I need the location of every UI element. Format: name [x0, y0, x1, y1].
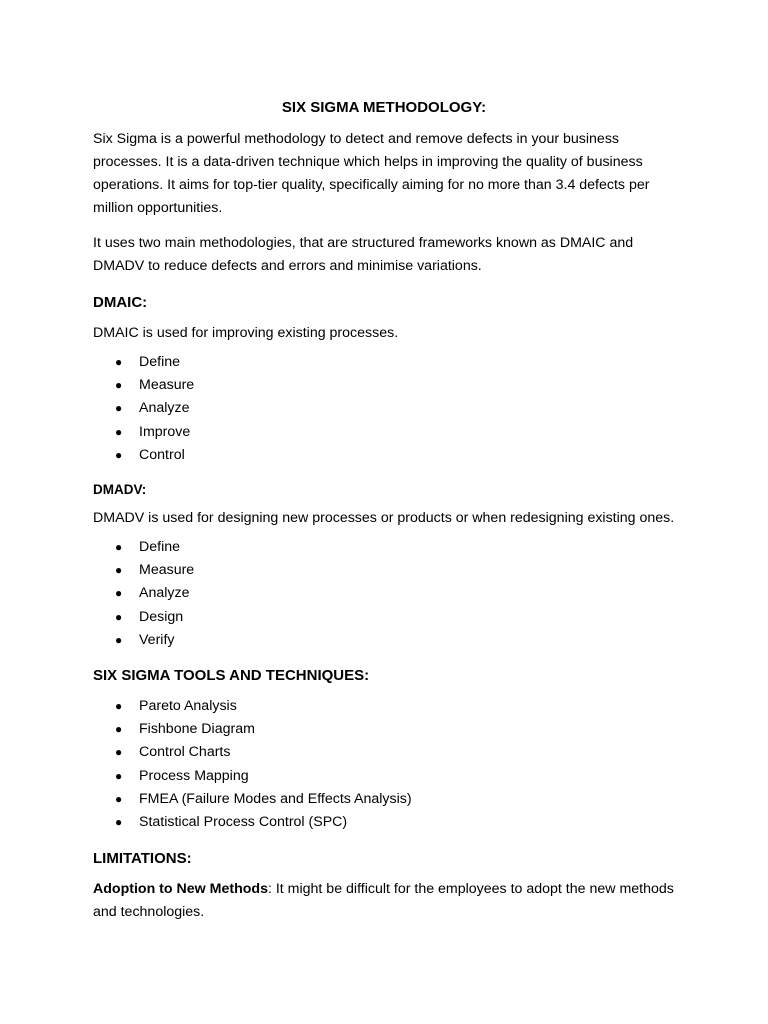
list-item-label: Analyze	[139, 400, 190, 417]
list-item	[115, 559, 194, 582]
list-item-label: Verify	[139, 631, 175, 648]
dmaic-list	[115, 351, 194, 467]
intro-paragraph: Six Sigma is a powerful methodology to detect and remove defects in your business processes. It is a data-driven technique which helps in improving the quality of business operations. It aims for top-tier quality, specifically aiming for no more than 3.4 defects per million opportunities.	[93, 131, 650, 216]
list-item	[115, 374, 194, 397]
list-item	[115, 718, 412, 741]
dmadv-list	[115, 536, 194, 652]
bullet-icon: ●	[115, 745, 123, 760]
bullet-icon: ●	[115, 632, 123, 647]
dmadv-heading: DMADV:	[93, 482, 147, 497]
list-item	[115, 741, 412, 764]
list-item	[115, 351, 194, 374]
list-item-label: Measure	[139, 377, 195, 394]
list-item	[115, 582, 194, 605]
methodologies-paragraph: It uses two main methodologies, that are structured frameworks known as DMAIC and DMADV to reduce defects and errors and minimise variations.	[93, 235, 634, 274]
list-item	[115, 765, 412, 788]
bullet-icon: ●	[115, 768, 123, 783]
list-item	[115, 629, 194, 652]
bullet-icon: ●	[115, 791, 123, 806]
list-item-label: Measure	[139, 562, 195, 579]
list-item-label: Control Charts	[139, 744, 231, 761]
dmaic-heading: DMAIC:	[93, 294, 148, 311]
bullet-icon: ●	[115, 609, 123, 624]
list-item-label: Process Mapping	[139, 767, 249, 784]
list-item	[115, 606, 194, 629]
list-item	[115, 811, 412, 834]
page-title: SIX SIGMA METHODOLOGY:	[281, 99, 487, 116]
bullet-icon: ●	[115, 355, 123, 369]
list-item-label: Control	[139, 446, 185, 463]
list-item-label: Fishbone Diagram	[139, 721, 255, 738]
limitation-paragraph	[93, 878, 683, 924]
list-item-label: FMEA (Failure Modes and Effects Analysis)	[139, 790, 412, 807]
bullet-icon: ●	[115, 586, 123, 601]
bullet-icon: ●	[115, 378, 123, 393]
limitations-heading: LIMITATIONS:	[93, 850, 192, 867]
bullet-icon: ●	[115, 447, 123, 462]
list-item	[115, 444, 194, 467]
bullet-icon: ●	[115, 699, 123, 713]
bullet-icon: ●	[115, 814, 123, 829]
list-item-label: Define	[139, 354, 181, 370]
list-item	[115, 536, 194, 559]
list-item	[115, 788, 412, 811]
tools-heading: SIX SIGMA TOOLS AND TECHNIQUES:	[93, 667, 370, 684]
dmadv-description: DMADV is used for designing new processes or products or when redesigning existing ones.	[93, 510, 675, 526]
list-item	[115, 695, 412, 718]
list-item-label: Pareto Analysis	[139, 698, 237, 714]
limitation-label: Adoption to New Methods	[93, 881, 268, 897]
list-item-label: Design	[139, 608, 184, 625]
list-item-label: Improve	[139, 423, 191, 440]
list-item-label: Statistical Process Control (SPC)	[139, 813, 348, 830]
bullet-icon: ●	[115, 563, 123, 578]
list-item-label: Analyze	[139, 585, 190, 602]
bullet-icon: ●	[115, 540, 123, 554]
limitation-text: : It might be difficult for the employees to adopt the new methods and technologies.	[93, 881, 674, 920]
list-item	[115, 397, 194, 420]
bullet-icon: ●	[115, 401, 123, 416]
list-item-label: Define	[139, 539, 181, 555]
dmaic-description: DMAIC is used for improving existing processes.	[93, 325, 399, 341]
bullet-icon: ●	[115, 722, 123, 737]
bullet-icon: ●	[115, 424, 123, 439]
tools-list	[115, 695, 412, 834]
list-item	[115, 421, 194, 444]
